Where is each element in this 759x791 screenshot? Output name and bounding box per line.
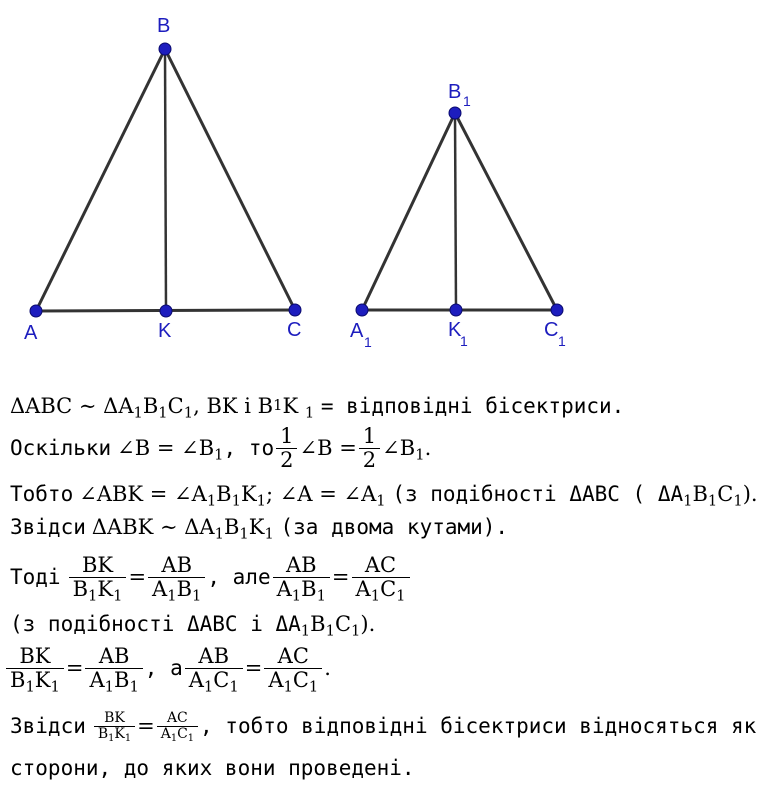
label-c1: C — [544, 319, 559, 341]
triangle-a1b1c1 — [362, 113, 557, 310]
text-line-2: Оскільки ∠B = $\angle B_1$ , то $\frac{1}{2}$ ∠B = $\frac{1}{2}$ $\angle B_1$. — [10, 424, 432, 472]
text-line-6: (з подібності ΔABC і ΔA $_1B_1C_1$). — [10, 612, 376, 640]
frac-bk-b1k1-2: $\frac{BK}{B_1K_1}$ — [6, 645, 64, 690]
frac-half-2: $\frac{1}{2}$ — [359, 425, 380, 470]
label-b1-sub: 1 — [463, 93, 471, 109]
l1-rest: , BK і B — [193, 394, 274, 418]
label-b: B — [157, 15, 171, 37]
text-line-8: Звідси $\frac{BK}{B_1K_1}$ = $\frac{AC}{A_1C_1}$ , тобто відповідні бісектриси відносяться як — [10, 709, 757, 744]
triangle-a1b1c1-points — [356, 107, 563, 316]
l5-ale: , але — [207, 565, 271, 589]
l3-end: (з подібності ΔABC ( ΔA — [392, 482, 684, 506]
frac-bk-b1k1: $\frac{BK}{B_1K_1}$ — [69, 554, 127, 599]
frac-small-bk: $\frac{BK}{B_1K_1}$ — [94, 711, 135, 741]
triangles-diagram — [0, 0, 759, 370]
l4-end: (за двома кутами). — [280, 515, 509, 539]
l7-a: , а — [144, 656, 183, 680]
text-line-3: Тобто ∠ABK = $\angle A_1B_1K_1$; ∠A = $\angle A_1$ (з подібності ΔABC ( ΔA $_1B_1C_1$). — [10, 482, 758, 510]
label-k: K — [158, 320, 172, 342]
frac-ab-a1b1-3: $\frac{AB}{A_1B_1}$ — [85, 645, 142, 690]
triangle-abc — [36, 49, 295, 311]
l2-a: Оскільки — [10, 436, 112, 460]
text-line-5: Тоді $\frac{BK}{B_1K_1}$ = $\frac{AB}{A_1B_1}$ , але $\frac{AB}{A_1B_1}$ = $\frac{AC}{A_1C_1}$ — [10, 550, 412, 604]
l9: сторони, до яких вони проведені. — [10, 756, 415, 780]
frac-ab-a1b1-2: $\frac{AB}{A_1B_1}$ — [273, 554, 330, 599]
frac-ab-a1c1: $\frac{AB}{A_1C_1}$ — [185, 645, 243, 690]
l2-to: , то — [223, 436, 275, 460]
frac-ab-a1b1: $\frac{AB}{A_1B_1}$ — [148, 554, 205, 599]
label-a1: A — [350, 320, 364, 342]
text-line-4: Звідси ΔABK ∼ $\Delta A_1B_1K_1$ (за двома кутами). — [10, 515, 509, 543]
frac-ac-a1c1: $\frac{AC}{A_1C_1}$ — [352, 554, 410, 599]
label-a: A — [24, 322, 38, 344]
label-c1-sub: 1 — [558, 333, 566, 349]
text-line-7: $\frac{BK}{B_1K_1}$ = $\frac{AB}{A_1B_1}$ , а $\frac{AB}{A_1C_1}$ = $\frac{AC}{A_1C_1}$ . — [4, 640, 331, 696]
l8-end: , тобто відповідні бісектриси відносяться як — [200, 714, 757, 738]
label-k1-sub: 1 — [460, 333, 468, 349]
l6: (з подібності ΔABC і ΔA — [10, 612, 301, 636]
frac-half-1: $\frac{1}{2}$ — [276, 425, 297, 470]
frac-ac-a1c1-2: $\frac{AC}{A_1C_1}$ — [264, 645, 322, 690]
l8-a: Звідси — [10, 714, 86, 738]
l4-a: Звідси — [10, 515, 86, 539]
label-c: C — [287, 319, 302, 341]
l5-a: Тоді — [10, 565, 61, 589]
l1-end: = відповідні бісектриси. — [320, 394, 625, 418]
label-a1-sub: 1 — [364, 334, 372, 350]
label-b1: B — [448, 81, 462, 103]
text-line-1: ΔABC ∼ $\Delta A_1B_1C_1$ , BK і B 1 K $_1$ = відповідні бісектриси. — [10, 394, 625, 422]
l3-a: Тобто — [10, 482, 74, 506]
text-line-9 — [10, 756, 415, 780]
frac-small-ac: $\frac{AC}{A_1C_1}$ — [157, 711, 198, 741]
label-k1: K — [448, 319, 462, 341]
